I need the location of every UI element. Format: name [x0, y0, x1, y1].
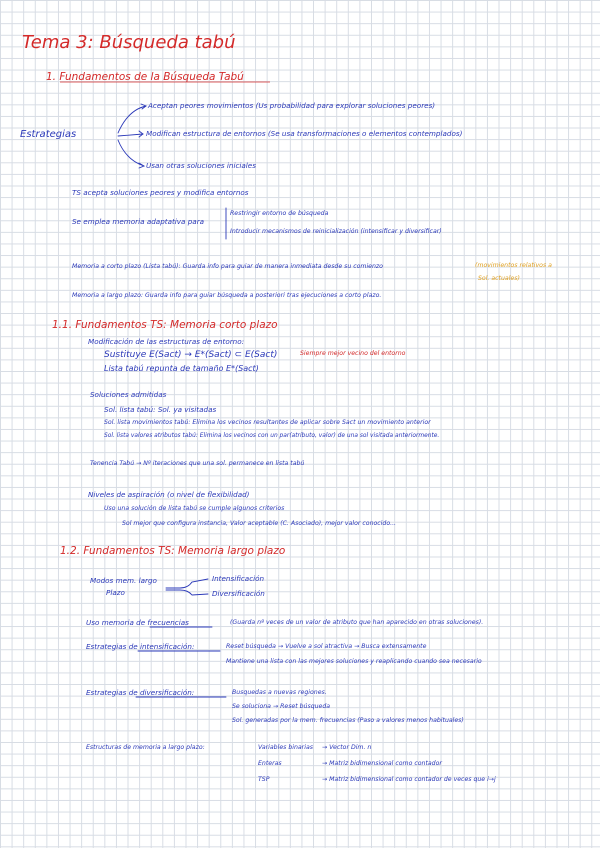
estructura-key: TSP	[258, 776, 270, 783]
arrow-head-2	[139, 131, 143, 137]
arrow-modo-1	[166, 579, 208, 588]
estructura-val: → Matriz bidimensional como contador	[322, 760, 442, 767]
modos-label-2: Plazo	[106, 588, 125, 597]
adm-item: Sol. lista valores atributos tabú: Elimina los vecinos con un par(atributo, valor) de una sol visitada anteriormente.	[104, 433, 440, 439]
ts-line: TS acepta soluciones peores y modifica entornos	[72, 188, 249, 197]
intens-label: Estrategias de intensificación:	[86, 642, 195, 651]
mod-note: Siempre mejor vecino del entorno	[300, 350, 406, 357]
section-1-1-heading: 1.1. Fundamentos TS: Memoria corto plazo	[52, 319, 278, 331]
adm-item: Sol. lista tabú: Sol. ya visitadas	[104, 405, 217, 414]
estructuras-label: Estructuras de memoria a largo plazo:	[86, 744, 205, 751]
estructura-val: → Vector Dim. n	[322, 744, 372, 751]
modo-item: Diversificación	[212, 589, 265, 598]
estrategias-label: Estrategias	[20, 129, 77, 140]
memoria-item: Introducir mecanismos de reinicialización (intensificar y diversificar)	[230, 228, 442, 235]
niveles-item: Uso una solución de lista tabú se cumple algunos criterios	[104, 505, 285, 512]
frec-text: (Guarda nº veces de un valor de atributo que han aparecido en otras soluciones).	[230, 619, 484, 626]
estructura-key: Variables binarias	[258, 744, 313, 751]
corto-plazo-line: Memoria a corto plazo (Lista tabú): Guarda info para guiar de manera inmediata desde su comienzo	[72, 263, 383, 270]
mod-item: Lista tabú repunta de tamaño E*(Sact)	[104, 364, 259, 373]
arrow-estrategia-2	[118, 134, 143, 136]
memoria-item: Restringir entorno de búsqueda	[230, 210, 329, 217]
memoria-label: Se emplea memoria adaptativa para	[72, 217, 205, 226]
estrategia-item: Aceptan peores movimientos (Us probabilidad para explorar soluciones peores)	[148, 101, 436, 110]
divers-item: Busquedas a nuevas regiones.	[232, 689, 327, 696]
niveles-item: Sol mejor que configura instancia, Valor aceptable (C. Asociado), mejor valor conocido...	[122, 520, 397, 527]
section-1-2-heading: 1.2. Fundamentos TS: Memoria largo plazo	[60, 545, 286, 557]
adm-item: Sol. lista movimientos tabú: Elimina los vecinos resultantes de aplicar sobre Sact un movimiento anterior	[104, 419, 431, 426]
largo-plazo-line: Memoria a largo plazo: Guarda info para guiar búsqueda a posteriori tras ejecuciones a corto plazo.	[72, 292, 382, 299]
divers-label: Estrategias de diversificación:	[86, 688, 195, 697]
estructura-val: → Matriz bidimensional como contador de veces que i→j	[322, 776, 496, 783]
corto-plazo-note-2: Sol. actuales)	[478, 275, 520, 282]
arrow-estrategia-1	[118, 106, 146, 133]
modos-label: Modos mem. largo	[90, 576, 157, 585]
page-title: Tema 3: Búsqueda tabú	[22, 32, 236, 53]
corto-plazo-note: (movimientos relativos a	[475, 262, 552, 269]
arrow-modo-2	[166, 590, 208, 595]
intens-line-1: Reset búsqueda → Vuelve a sol atractiva → Busca extensamente	[226, 643, 427, 650]
section-1-heading: 1. Fundamentos de la Búsqueda Tabú	[46, 71, 244, 83]
intens-line-2: Mantiene una lista con las mejores soluciones y reaplicando cuando sea necesario	[226, 658, 482, 665]
estrategia-item: Modifican estructura de entornos (Se usa transformaciones o elementos contemplados)	[146, 129, 463, 138]
arrow-head-1	[141, 104, 146, 109]
frec-label: Uso memoria de frecuencias	[86, 618, 189, 627]
arrow-head-3	[139, 163, 144, 168]
divers-item: Se soluciona → Reset búsqueda	[232, 703, 331, 710]
estructura-key: Enteras	[258, 760, 282, 767]
niveles-label: Niveles de aspiración (o nivel de flexibilidad)	[88, 490, 250, 499]
mod-label: Modificación de las estructuras de entorno:	[88, 337, 245, 346]
mod-item: Sustituye E(Sact) → E*(Sact) ⊂ E(Sact)	[104, 350, 278, 360]
modo-item: Intensificación	[212, 574, 265, 583]
arrow-estrategia-3	[118, 140, 144, 166]
adm-label: Soluciones admitidas	[90, 390, 167, 399]
estrategia-item: Usan otras soluciones iniciales	[146, 161, 256, 170]
divers-item: Sol. generadas por la mem. frecuencias (Paso a valores menos habituales)	[232, 717, 464, 724]
tenencia-line: Tenencia Tabú → Nº iteraciones que una sol. permanece en lista tabú	[90, 460, 305, 467]
